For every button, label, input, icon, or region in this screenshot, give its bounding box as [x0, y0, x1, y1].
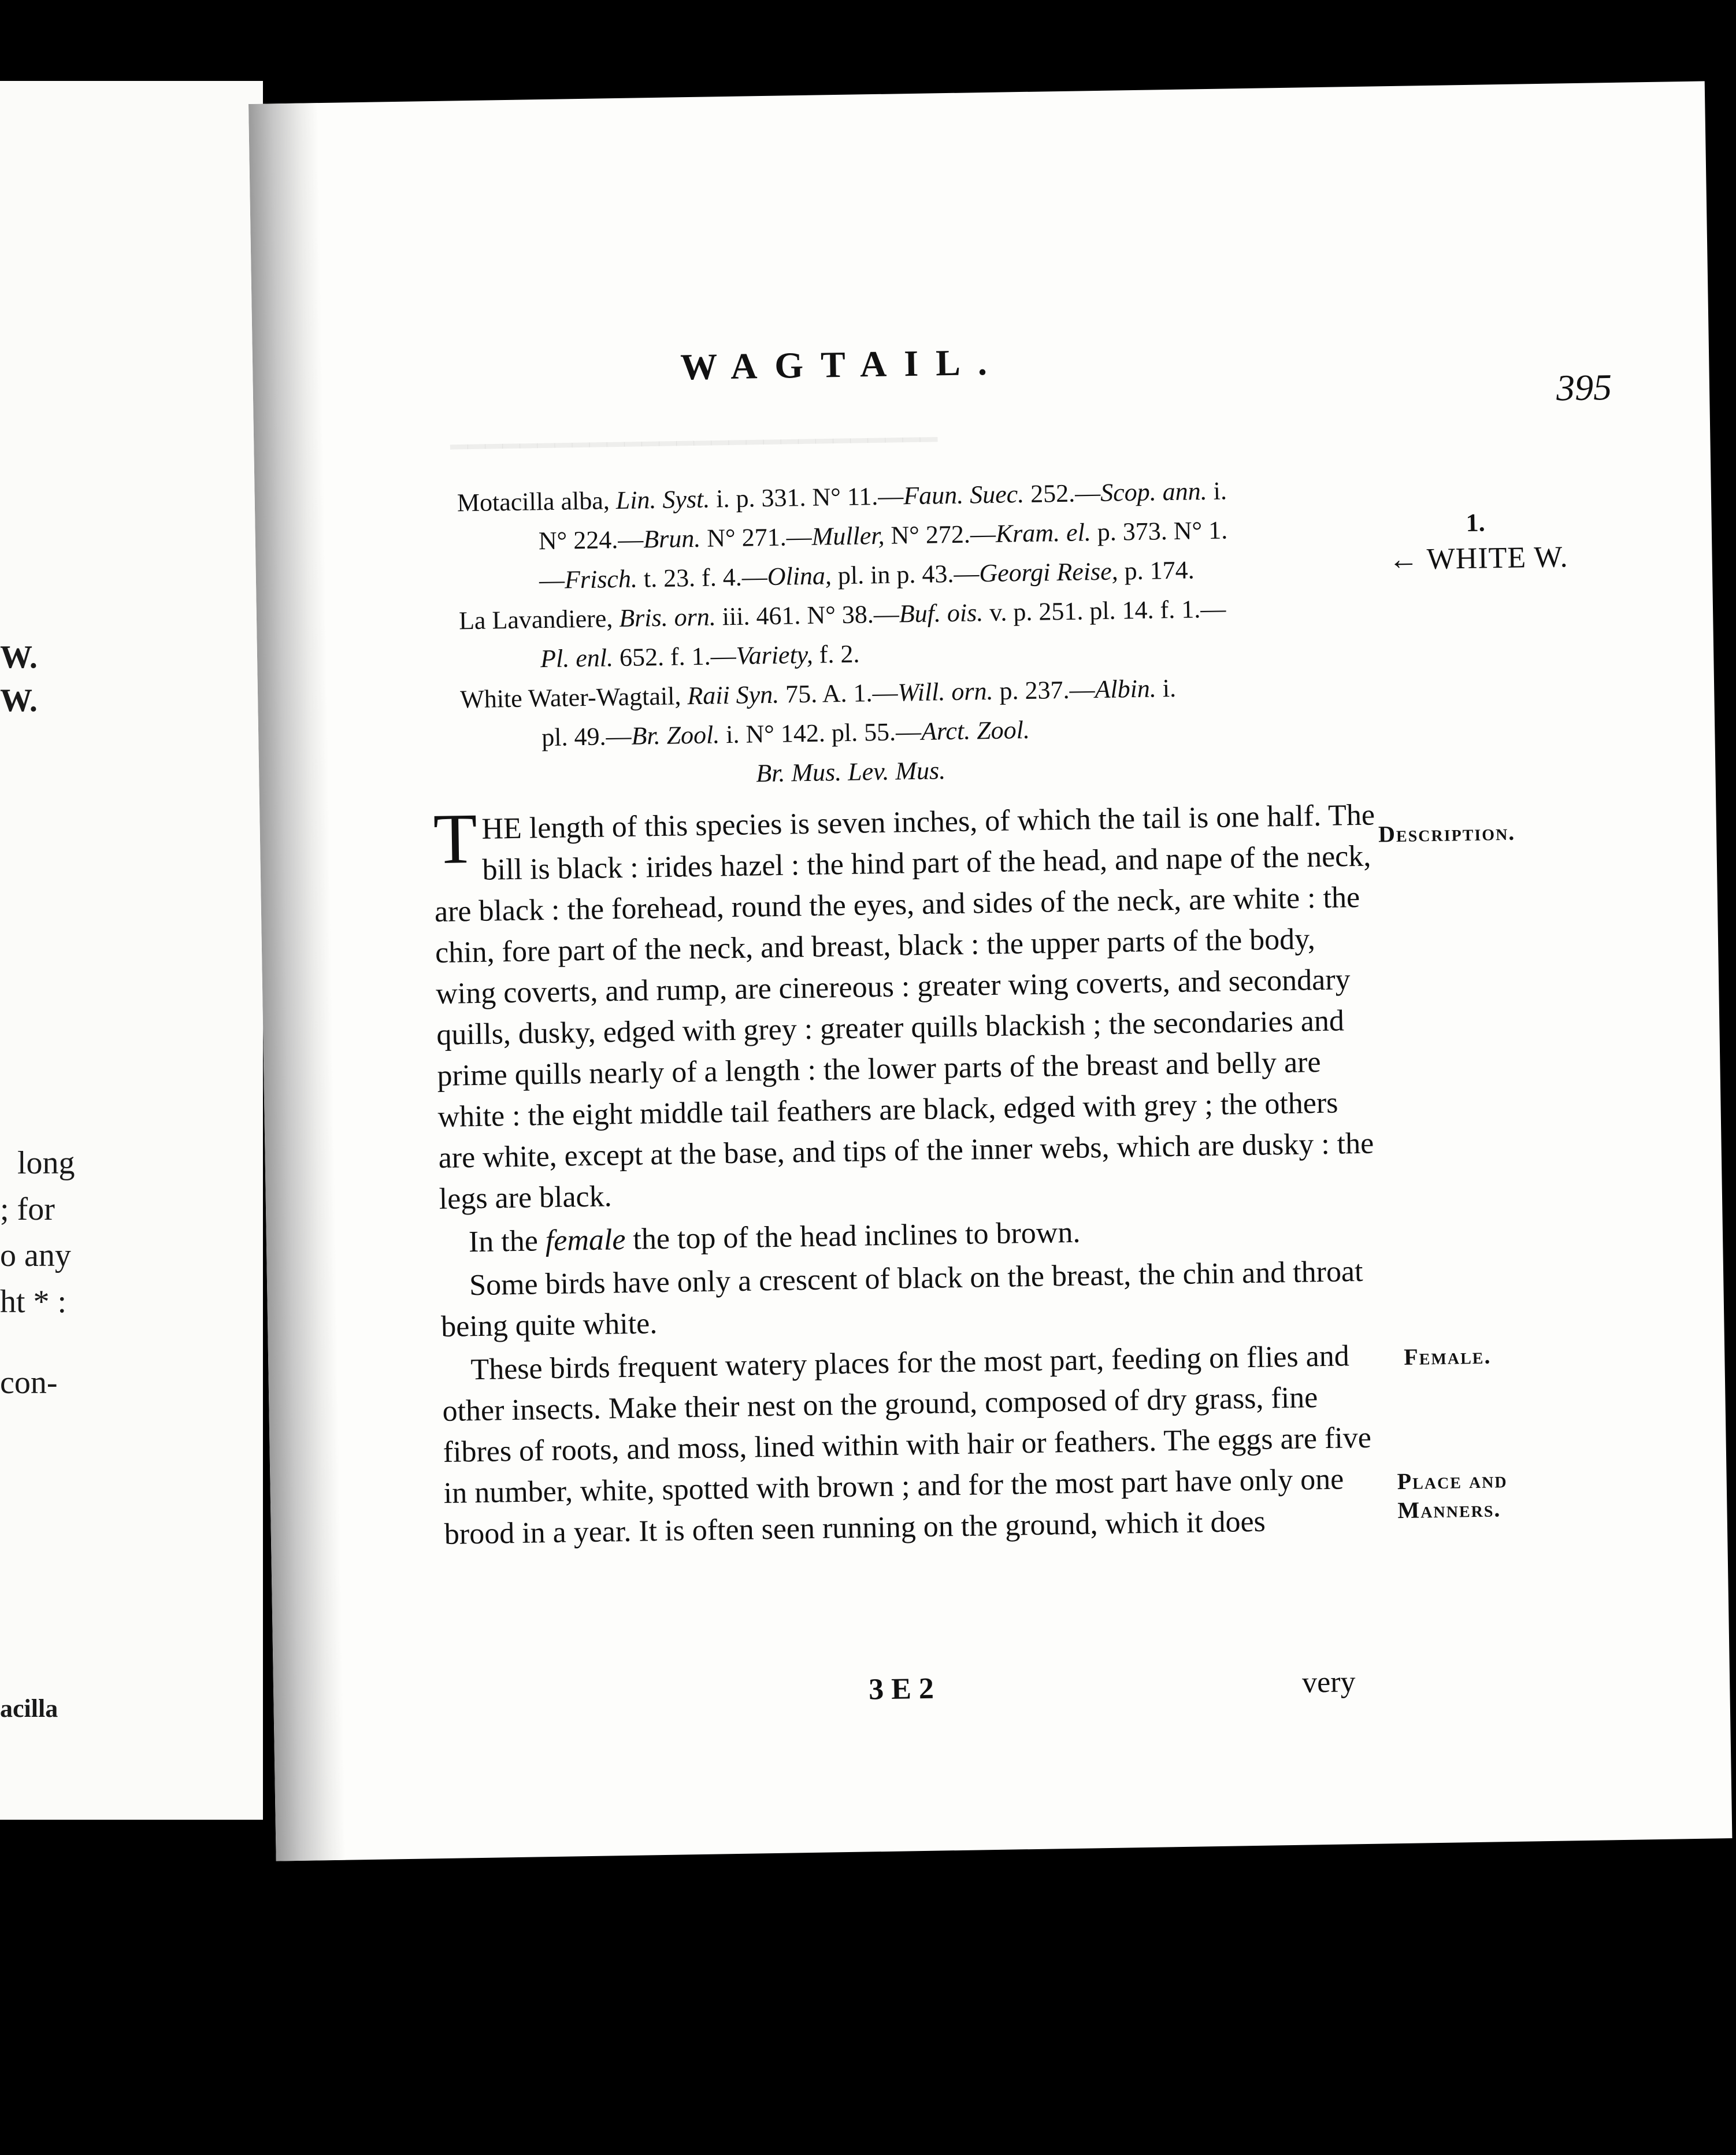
margin-note-place: Place and — [1397, 1467, 1508, 1495]
catchword: very — [1301, 1665, 1356, 1699]
margin-note-manners: Manners. — [1397, 1495, 1501, 1524]
syn-text: i. N° 142. pl. 55.— — [719, 717, 922, 749]
synonymy-line — [541, 715, 1030, 752]
left-page-text: long — [17, 1145, 75, 1181]
paragraph-description — [433, 795, 1381, 1220]
syn-text: i. — [1207, 476, 1227, 506]
show-through: ━━━━━━━━━━━━━━━━━━━━━━━━━━━━ — [450, 423, 938, 464]
synonymy-line — [539, 555, 1195, 595]
syn-ref: Faun. Suec. — [903, 480, 1025, 510]
syn-text: pl. 49.— — [541, 721, 632, 752]
syn-text: 652. f. 1.— — [613, 641, 736, 672]
syn-text: pl. in p. 43.— — [831, 559, 980, 590]
synonymy-line — [756, 756, 946, 788]
page-gutter-shadow — [248, 103, 346, 1861]
species-number: 1. — [1466, 508, 1486, 537]
syn-text: p. 174. — [1118, 556, 1195, 586]
syn-text: v. p. 251. pl. 14. f. 1.— — [982, 594, 1226, 627]
paragraph-variety: Some birds have only a crescent of black on the breast, the chin and throat being quite white. — [440, 1254, 1363, 1344]
syn-ref: Muller, — [811, 521, 885, 551]
syn-ref: Albin. — [1095, 674, 1157, 704]
syn-text: i. — [1156, 673, 1177, 703]
syn-ref: Buf. ois. — [899, 598, 984, 628]
syn-text: t. 23. f. 4.— — [637, 562, 768, 593]
left-page-text: con- — [0, 1365, 58, 1401]
signature-mark: 3 E 2 — [868, 1672, 934, 1706]
drop-cap: T — [432, 798, 478, 879]
syn-text: N° 224.— — [538, 525, 644, 556]
book-page — [248, 81, 1732, 1861]
synonymy-line — [460, 673, 1177, 714]
syn-text: p. 237.— — [993, 675, 1095, 705]
left-page-text: ht * : — [0, 1284, 67, 1320]
syn-text: 252.— — [1023, 478, 1101, 508]
syn-text: iii. 461. N° 38.— — [715, 599, 900, 631]
syn-ref: Variety, — [736, 640, 814, 670]
syn-text: i. p. 331. N° 11.— — [709, 482, 904, 513]
left-page-text: W. — [0, 639, 38, 675]
synonymy-line — [540, 639, 860, 674]
syn-ref: Will. orn. — [897, 676, 993, 707]
syn-ref: Frisch. — [564, 564, 638, 594]
paragraph-female: In the female the top of the head inclines to brown. — [468, 1216, 1081, 1259]
running-head: WAGTAIL. — [680, 341, 1005, 388]
syn-ref: Bris. orn. — [618, 602, 717, 633]
synonymy-line — [459, 594, 1226, 636]
left-page-text: acilla — [0, 1694, 58, 1723]
syn-text: N° 272.— — [884, 519, 996, 550]
syn-text: La Lavandiere, — [458, 604, 620, 635]
syn-text: p. 373. N° 1. — [1090, 516, 1228, 547]
syn-ref: Lin. Syst. — [615, 484, 710, 515]
emphasis: female — [545, 1223, 626, 1258]
synonymy-line — [457, 476, 1227, 517]
body-text — [433, 795, 1386, 1555]
paragraph-manners: These birds frequent watery places for the most part, feeding on flies and other insects. Make their nest on the ground, composed of dry grass, fine fibres of roots, and moss, lined within with hair or feathers. The eggs are five in number, white, spotted with brown ; and for the most part have only one brood in a year. It is often seen running on the ground, which it does — [442, 1339, 1372, 1551]
syn-ref: Pl. enl. — [540, 643, 614, 673]
syn-text: Motacilla alba, — [457, 486, 617, 517]
synonymy-line — [539, 515, 1228, 556]
left-page-text: ; for — [0, 1191, 55, 1227]
margin-note-female: Female. — [1403, 1342, 1492, 1370]
syn-ref: Br. Mus. Lev. Mus. — [755, 756, 946, 788]
left-page-text: W. — [0, 683, 38, 719]
syn-ref: Scop. ann. — [1100, 477, 1208, 507]
left-page-text: o any — [0, 1238, 71, 1273]
margin-note-description: Description. — [1378, 819, 1516, 847]
syn-text: — — [539, 565, 565, 595]
syn-text: f. 2. — [813, 639, 860, 669]
syn-ref: Olina, — [767, 561, 832, 591]
syn-text: N° 271.— — [700, 522, 813, 553]
syn-text: 75. A. 1.— — [778, 678, 898, 709]
syn-ref: Brun. — [643, 524, 701, 554]
syn-ref: Georgi Reise, — [978, 557, 1119, 588]
page-number: 395 — [1556, 366, 1612, 409]
syn-ref: Br. Zool. — [631, 720, 720, 750]
left-page-fragment — [0, 81, 263, 1820]
syn-ref: Kram. el. — [995, 518, 1092, 548]
syn-text: White Water-Wagtail, — [459, 682, 688, 714]
paragraph-text: HE length of this species is seven inches, of which the tail is one half. The bill is black : irides hazel : the hind part of the head, and nape of the neck, are black : the forehead, round the eyes, and sides of the neck, are white : the chin, fore part of the neck, and breast, black : the upper parts of the body, wing coverts, and rump, are cinereous : greater wing coverts, and secondary quills, dusky, edged with grey : greater quills blackish ; the secondaries and prime quills nearly of a length : the lower parts of the breast and belly are white : the eight middle tail feathers are black, edged with grey ; the others are white, except at the base, and tips of the inner webs, which are dusky : the legs are black. — [434, 798, 1375, 1216]
species-label: ← WHITE W. — [1388, 540, 1568, 577]
syn-ref: Arct. Zool. — [921, 715, 1030, 746]
syn-ref: Raii Syn. — [687, 680, 780, 710]
